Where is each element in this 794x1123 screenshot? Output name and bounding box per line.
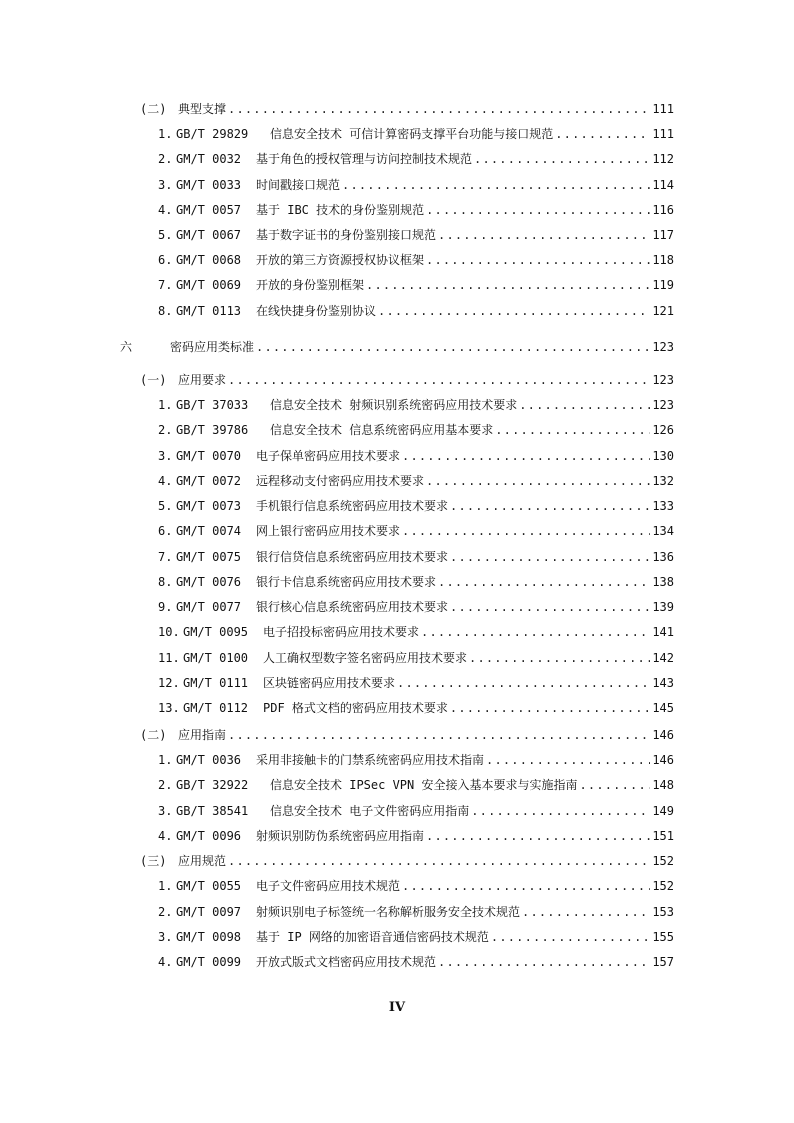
toc-entry-title: 远程移动支付密码应用技术要求 xyxy=(256,474,425,488)
toc-entry-standard-code: GM/T 0077 xyxy=(176,600,242,614)
toc-entry-title: 采用非接触卡的门禁系统密码应用技术指南 xyxy=(256,753,485,767)
dot-leader xyxy=(421,623,650,641)
toc-entry-title: 应用要求 xyxy=(178,373,227,387)
toc-entry-standard-code: GM/T 0112 xyxy=(183,701,249,715)
toc-entry[interactable] xyxy=(158,226,674,244)
dot-leader xyxy=(366,276,650,294)
toc-entry-title: 电子保单密码应用技术要求 xyxy=(256,449,401,463)
dot-leader xyxy=(438,573,650,591)
toc-entry-title: 密码应用类标准 xyxy=(170,340,255,354)
toc-entry-title: 信息安全技术 可信计算密码支撑平台功能与接口规范 xyxy=(270,127,554,141)
toc-entry[interactable] xyxy=(158,928,674,946)
toc-entry-number: 六 xyxy=(120,340,133,354)
toc-entry[interactable] xyxy=(158,472,674,490)
dot-leader xyxy=(426,472,650,490)
toc-entry-page-number: 123 xyxy=(652,340,674,354)
toc-entry-standard-code: GM/T 0097 xyxy=(176,905,242,919)
toc-entry-standard-code: GB/T 29829 xyxy=(176,127,249,141)
toc-entry-standard-code: GM/T 0055 xyxy=(176,879,242,893)
dot-leader xyxy=(378,302,650,320)
toc-entry-number: 5. xyxy=(158,228,173,242)
toc-entry[interactable] xyxy=(158,522,674,540)
toc-entry-standard-code: GM/T 0067 xyxy=(176,228,242,242)
dot-leader xyxy=(228,371,650,389)
toc-entry[interactable] xyxy=(158,903,674,921)
toc-entry-title: 应用指南 xyxy=(178,728,227,742)
toc-entry-title: 信息安全技术 电子文件密码应用指南 xyxy=(270,804,470,818)
toc-entry-number: 8. xyxy=(158,304,173,318)
toc-entry-number: 3. xyxy=(158,804,173,818)
toc-entry-page-number: 111 xyxy=(652,102,674,116)
dot-leader xyxy=(469,649,650,667)
toc-entry-number: 2. xyxy=(158,778,173,792)
dot-leader xyxy=(402,877,650,895)
toc-entry-number: 7. xyxy=(158,278,173,292)
dot-leader xyxy=(342,176,650,194)
toc-entry-title: 基于角色的授权管理与访问控制技术规范 xyxy=(256,152,473,166)
toc-entry-standard-code: GM/T 0099 xyxy=(176,955,242,969)
toc-entry-page-number: 112 xyxy=(652,152,674,166)
toc-entry[interactable] xyxy=(158,150,674,168)
toc-entry-standard-code: GB/T 32922 xyxy=(176,778,249,792)
toc-entry-title: 开放式版式文档密码应用技术规范 xyxy=(256,955,437,969)
toc-entry-title: 基于数字证书的身份鉴别接口规范 xyxy=(256,228,437,242)
toc-entry-standard-code: GM/T 0032 xyxy=(176,152,242,166)
toc-entry-title: 典型支撑 xyxy=(178,102,227,116)
toc-entry-standard-code: GM/T 0075 xyxy=(176,550,242,564)
toc-entry-page-number: 132 xyxy=(652,474,674,488)
toc-entry-page-number: 139 xyxy=(652,600,674,614)
toc-entry-number: 3. xyxy=(158,178,173,192)
toc-entry[interactable] xyxy=(158,396,674,414)
toc-entry[interactable] xyxy=(140,371,674,389)
toc-entry-standard-code: GM/T 0096 xyxy=(176,829,242,843)
toc-entry-number: 10. xyxy=(158,625,180,639)
toc-entry-page-number: 148 xyxy=(652,778,674,792)
toc-entry-title: 信息安全技术 IPSec VPN 安全接入基本要求与实施指南 xyxy=(270,778,578,792)
toc-entry-page-number: 136 xyxy=(652,550,674,564)
toc-entry-number: (三) xyxy=(140,854,167,868)
toc-entry-page-number: 126 xyxy=(652,423,674,437)
toc-entry-number: (二) xyxy=(140,102,167,116)
toc-entry-standard-code: GM/T 0069 xyxy=(176,278,242,292)
toc-entry-title: 网上银行密码应用技术要求 xyxy=(256,524,401,538)
toc-entry-number: 4. xyxy=(158,955,173,969)
toc-entry-title: 电子文件密码应用技术规范 xyxy=(256,879,401,893)
toc-entry-title: 开放的第三方资源授权协议框架 xyxy=(256,253,425,267)
toc-entry[interactable] xyxy=(158,125,674,143)
toc-entry-title: 区块链密码应用技术要求 xyxy=(263,676,396,690)
toc-entry-title: 人工确权型数字签名密码应用技术要求 xyxy=(263,651,468,665)
toc-entry-title: 银行核心信息系统密码应用技术要求 xyxy=(256,600,449,614)
toc-entry-standard-code: GM/T 0033 xyxy=(176,178,242,192)
toc-entry[interactable] xyxy=(158,827,674,845)
toc-entry-page-number: 151 xyxy=(652,829,674,843)
toc-entry-page-number: 141 xyxy=(652,625,674,639)
toc-entry-page-number: 118 xyxy=(652,253,674,267)
toc-entry-number: 2. xyxy=(158,905,173,919)
toc-entry-standard-code: GM/T 0098 xyxy=(176,930,242,944)
page-number: IV xyxy=(388,1000,406,1015)
dot-leader xyxy=(450,497,650,515)
dot-leader xyxy=(519,396,650,414)
toc-entry-page-number: 145 xyxy=(652,701,674,715)
toc-entry-number: 3. xyxy=(158,930,173,944)
toc-entry-number: 13. xyxy=(158,701,180,715)
dot-leader xyxy=(438,226,650,244)
dot-leader xyxy=(426,201,650,219)
toc-entry[interactable] xyxy=(158,447,674,465)
toc-entry-page-number: 121 xyxy=(652,304,674,318)
toc-entry[interactable] xyxy=(158,751,674,769)
toc-entry-number: (一) xyxy=(140,373,167,387)
dot-leader xyxy=(522,903,650,921)
toc-entry-number: 1. xyxy=(158,127,173,141)
toc-entry-title: 在线快捷身份鉴别协议 xyxy=(256,304,377,318)
toc-entry[interactable] xyxy=(158,623,674,641)
toc-entry-title: 信息安全技术 信息系统密码应用基本要求 xyxy=(270,423,494,437)
toc-entry-title: 射频识别电子标签统一名称解析服务安全技术规范 xyxy=(256,905,521,919)
toc-entry-standard-code: GM/T 0074 xyxy=(176,524,242,538)
toc-entry-number: 12. xyxy=(158,676,180,690)
dot-leader xyxy=(450,598,650,616)
toc-entry[interactable] xyxy=(158,176,674,194)
toc-entry-page-number: 152 xyxy=(652,854,674,868)
toc-entry-title: 应用规范 xyxy=(178,854,227,868)
toc-entry-title: PDF 格式文档的密码应用技术要求 xyxy=(263,701,448,715)
toc-entry-number: 4. xyxy=(158,829,173,843)
dot-leader xyxy=(474,150,650,168)
toc-entry-page-number: 146 xyxy=(652,753,674,767)
toc-entry-standard-code: GM/T 0095 xyxy=(183,625,249,639)
dot-leader xyxy=(486,751,650,769)
toc-entry-page-number: 142 xyxy=(652,651,674,665)
toc-entry-standard-code: GM/T 0111 xyxy=(183,676,249,690)
dot-leader xyxy=(438,953,650,971)
toc-entry-number: 9. xyxy=(158,600,173,614)
dot-leader xyxy=(426,827,650,845)
toc-entry[interactable] xyxy=(158,953,674,971)
toc-entry-number: 7. xyxy=(158,550,173,564)
toc-entry[interactable] xyxy=(158,573,674,591)
dot-leader xyxy=(228,852,650,870)
toc-entry-title: 基于 IBC 技术的身份鉴别规范 xyxy=(256,203,425,217)
toc-entry[interactable] xyxy=(158,802,674,820)
toc-entry[interactable] xyxy=(158,548,674,566)
toc-entry-page-number: 117 xyxy=(652,228,674,242)
toc-entry[interactable] xyxy=(140,726,674,744)
toc-entry-page-number: 138 xyxy=(652,575,674,589)
toc-entry[interactable] xyxy=(120,338,674,356)
toc-entry-title: 信息安全技术 射频识别系统密码应用技术要求 xyxy=(270,398,518,412)
dot-leader xyxy=(256,338,650,356)
toc-entry-number: 1. xyxy=(158,398,173,412)
toc-entry-standard-code: GM/T 0073 xyxy=(176,499,242,513)
toc-entry-number: 4. xyxy=(158,203,173,217)
toc-entry-page-number: 153 xyxy=(652,905,674,919)
toc-entry[interactable] xyxy=(158,201,674,219)
toc-entry[interactable] xyxy=(158,276,674,294)
toc-entry[interactable] xyxy=(158,674,674,692)
toc-entry-standard-code: GM/T 0070 xyxy=(176,449,242,463)
toc-entry[interactable] xyxy=(158,421,674,439)
toc-entry-title: 时间戳接口规范 xyxy=(256,178,341,192)
dot-leader xyxy=(228,726,650,744)
toc-entry-standard-code: GM/T 0076 xyxy=(176,575,242,589)
dot-leader xyxy=(491,928,650,946)
dot-leader xyxy=(495,421,650,439)
toc-entry[interactable] xyxy=(140,852,674,870)
toc-entry-page-number: 119 xyxy=(652,278,674,292)
toc-entry-standard-code: GB/T 39786 xyxy=(176,423,249,437)
toc-entry-title: 银行卡信息系统密码应用技术要求 xyxy=(256,575,437,589)
toc-entry[interactable] xyxy=(158,649,674,667)
toc-entry-title: 银行信贷信息系统密码应用技术要求 xyxy=(256,550,449,564)
toc-entry-page-number: 155 xyxy=(652,930,674,944)
toc-entry[interactable] xyxy=(158,302,674,320)
dot-leader xyxy=(579,776,650,794)
toc-entry-number: 4. xyxy=(158,474,173,488)
toc-entry-page-number: 130 xyxy=(652,449,674,463)
toc-entry[interactable] xyxy=(158,776,674,794)
toc-entry-standard-code: GB/T 38541 xyxy=(176,804,249,818)
toc-entry-number: 1. xyxy=(158,753,173,767)
toc-entry-page-number: 157 xyxy=(652,955,674,969)
dot-leader xyxy=(471,802,650,820)
toc-entry-number: 2. xyxy=(158,423,173,437)
toc-entry-page-number: 111 xyxy=(652,127,674,141)
toc-entry-page-number: 114 xyxy=(652,178,674,192)
toc-entry-standard-code: GM/T 0036 xyxy=(176,753,242,767)
dot-leader xyxy=(397,674,650,692)
toc-entry-title: 基于 IP 网络的加密语音通信密码技术规范 xyxy=(256,930,489,944)
dot-leader xyxy=(402,522,650,540)
dot-leader xyxy=(555,125,650,143)
dot-leader xyxy=(228,100,650,118)
toc-entry-page-number: 116 xyxy=(652,203,674,217)
toc-entry[interactable] xyxy=(140,100,674,118)
toc-entry-page-number: 134 xyxy=(652,524,674,538)
toc-entry-page-number: 149 xyxy=(652,804,674,818)
toc-entry-title: 射频识别防伪系统密码应用指南 xyxy=(256,829,425,843)
toc-entry-number: 2. xyxy=(158,152,173,166)
toc-entry-title: 电子招投标密码应用技术要求 xyxy=(263,625,420,639)
toc-entry-standard-code: GM/T 0057 xyxy=(176,203,242,217)
toc-entry-title: 手机银行信息系统密码应用技术要求 xyxy=(256,499,449,513)
toc-entry-number: (二) xyxy=(140,728,167,742)
toc-entry[interactable] xyxy=(158,877,674,895)
toc-entry-standard-code: GB/T 37033 xyxy=(176,398,249,412)
toc-entry-standard-code: GM/T 0113 xyxy=(176,304,242,318)
toc-entry[interactable] xyxy=(158,598,674,616)
toc-entry-number: 11. xyxy=(158,651,180,665)
dot-leader xyxy=(402,447,650,465)
toc-entry-number: 3. xyxy=(158,449,173,463)
toc-entry-number: 1. xyxy=(158,879,173,893)
dot-leader xyxy=(450,699,650,717)
dot-leader xyxy=(450,548,650,566)
toc-entry[interactable] xyxy=(158,699,674,717)
toc-entry-standard-code: GM/T 0100 xyxy=(183,651,249,665)
toc-entry-number: 6. xyxy=(158,524,173,538)
toc-entry-standard-code: GM/T 0068 xyxy=(176,253,242,267)
toc-entry-number: 5. xyxy=(158,499,173,513)
toc-entry-page-number: 133 xyxy=(652,499,674,513)
toc-entry-page-number: 143 xyxy=(652,676,674,690)
toc-entry[interactable] xyxy=(158,251,674,269)
toc-entry-page-number: 123 xyxy=(652,373,674,387)
toc-entry-title: 开放的身份鉴别框架 xyxy=(256,278,365,292)
toc-entry-standard-code: GM/T 0072 xyxy=(176,474,242,488)
toc-entry-page-number: 146 xyxy=(652,728,674,742)
toc-entry-page-number: 123 xyxy=(652,398,674,412)
dot-leader xyxy=(426,251,650,269)
toc-entry-number: 6. xyxy=(158,253,173,267)
toc-entry-number: 8. xyxy=(158,575,173,589)
toc-entry-page-number: 152 xyxy=(652,879,674,893)
toc-entry[interactable] xyxy=(158,497,674,515)
